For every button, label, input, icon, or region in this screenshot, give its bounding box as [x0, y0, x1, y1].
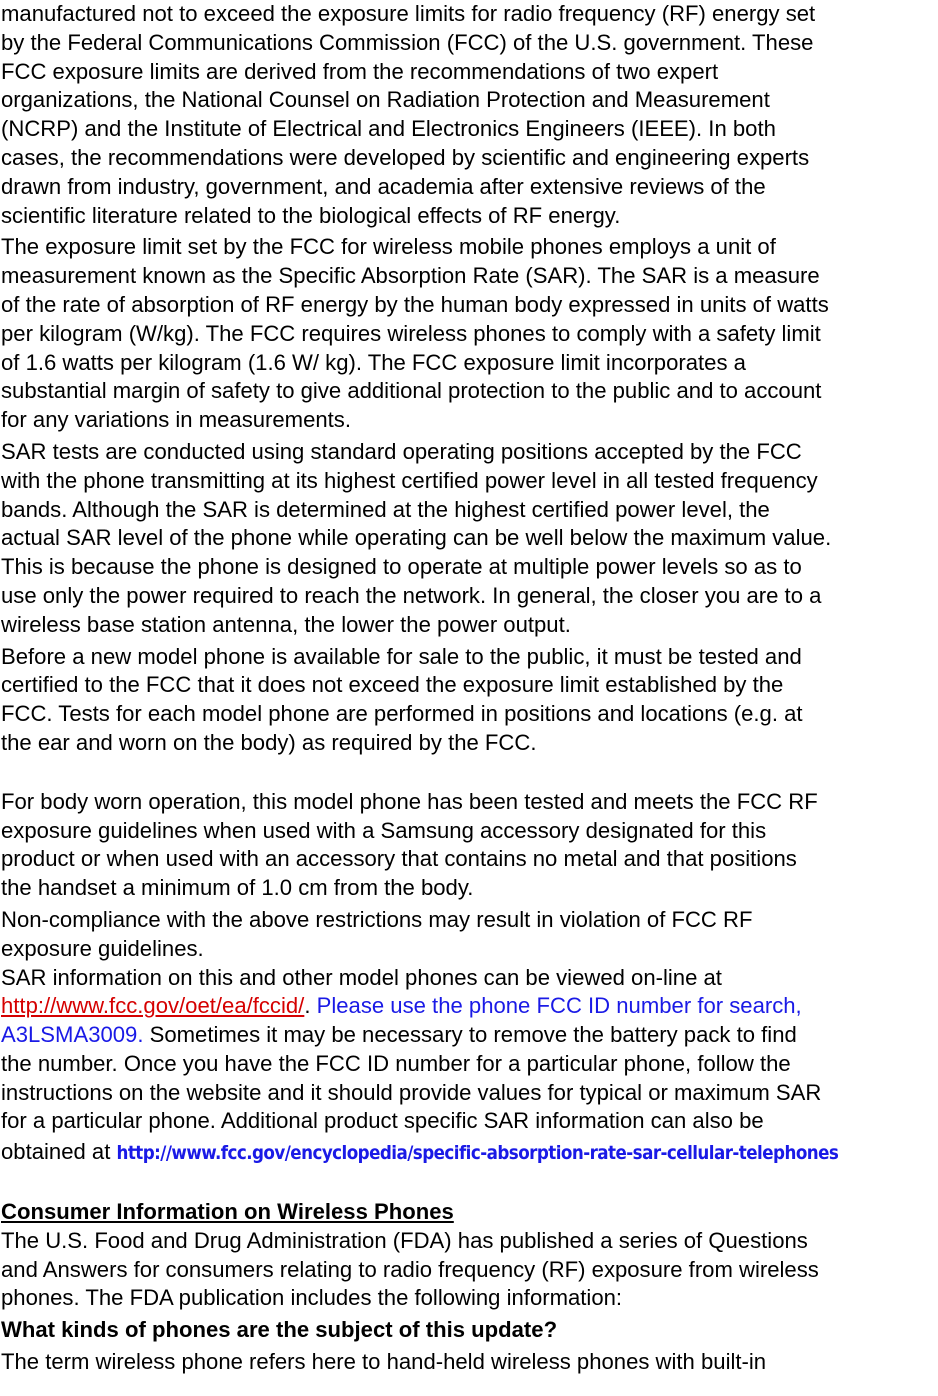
text-line [1, 1138, 938, 1169]
link-period: . [304, 993, 311, 1019]
text-line: by the Federal Communications Commission (FCC) of the U.S. government. These [1, 29, 814, 55]
text-line: for any variations in measurements. [1, 407, 351, 433]
text-line: wireless base station antenna, the lower the power output. [1, 611, 571, 637]
paragraph-sar-definition [1, 233, 938, 435]
text-span: Sometimes it may be necessary to remove the battery pack to find [143, 1022, 797, 1048]
text-line: for a particular phone. Additional product specific SAR information can also be [1, 1108, 764, 1134]
text-line: substantial margin of safety to give additional protection to the public and to account [1, 378, 822, 404]
text-line: measurement known as the Specific Absorption Rate (SAR). The SAR is a measure [1, 263, 820, 289]
text-line: Before a new model phone is available for sale to the public, it must be tested and [1, 643, 802, 669]
sar-info-link[interactable]: http://www.fcc.gov/encyclopedia/specific-absorption-rate-sar-cellular-telephones [116, 1143, 839, 1165]
text-line: For body worn operation, this model phone has been tested and meets the FCC RF [1, 788, 818, 814]
text-line: FCC exposure limits are derived from the recommendations of two expert [1, 58, 719, 84]
document-page [1, 0, 938, 1377]
text-line: exposure guidelines. [1, 935, 204, 961]
paragraph-certification [1, 643, 938, 758]
text-line: of 1.6 watts per kilogram (1.6 W/ kg). The FCC exposure limit incorporates a [1, 349, 746, 375]
text-line: organizations, the National Counsel on Radiation Protection and Measurement [1, 87, 770, 113]
fcc-id-search-link[interactable]: http://www.fcc.gov/oet/ea/fccid/ [1, 993, 305, 1019]
text-line: the handset a minimum of 1.0 cm from the body. [1, 875, 474, 901]
text-line: and Answers for consumers relating to radio frequency (RF) exposure from wireless [1, 1256, 819, 1282]
text-line: scientific literature related to the biological effects of RF energy. [1, 202, 621, 228]
text-line: actual SAR level of the phone while operating can be well below the maximum value. [1, 525, 832, 551]
text-line: FCC. Tests for each model phone are performed in positions and locations (e.g. at [1, 701, 803, 727]
text-line [1, 1021, 938, 1050]
text-line: the ear and worn on the body) as required by the FCC. [1, 729, 537, 755]
text-line: This is because the phone is designed to operate at multiple power levels so as to [1, 554, 802, 580]
text-line: of the rate of absorption of RF energy by the human body expressed in units of watts [1, 291, 829, 317]
paragraph-fda-publication [1, 1227, 938, 1313]
fcc-id-instruction: Please use the phone FCC ID number for search, [310, 993, 802, 1019]
text-line: exposure guidelines when used with a Samsung accessory designated for this [1, 817, 767, 843]
text-line: drawn from industry, government, and academia after extensive reviews of the [1, 173, 766, 199]
text-line: use only the power required to reach the network. In general, the closer you are to a [1, 582, 822, 608]
text-line: manufactured not to exceed the exposure limits for radio frequency (RF) energy set [1, 1, 816, 26]
text-line: SAR information on this and other model phones can be viewed on-line at [1, 964, 722, 990]
text-line: (NCRP) and the Institute of Electrical and Electronics Engineers (IEEE). In both [1, 116, 776, 142]
question-heading: What kinds of phones are the subject of this update? [1, 1317, 558, 1343]
fcc-id-value: A3LSMA3009. [1, 1022, 144, 1048]
text-line: certified to the FCC that it does not exceed the exposure limit established by the [1, 672, 784, 698]
text-span: obtained at [1, 1139, 117, 1165]
section-heading: Consumer Information on Wireless Phones [1, 1199, 454, 1225]
text-line: product or when used with an accessory that contains no metal and that positions [1, 846, 797, 872]
text-line: The U.S. Food and Drug Administration (FDA) has published a series of Questions [1, 1227, 808, 1253]
text-line: Non-compliance with the above restrictions may result in violation of FCC RF [1, 906, 753, 932]
paragraph-non-compliance [1, 906, 938, 964]
text-line: bands. Although the SAR is determined at the highest certified power level, the [1, 496, 770, 522]
paragraph-wireless-phone-definition [1, 1348, 938, 1377]
text-line: cases, the recommendations were developed by scientific and engineering experts [1, 144, 810, 170]
paragraph-body-worn [1, 788, 938, 903]
text-line: per kilogram (W/kg). The FCC requires wireless phones to comply with a safety limit [1, 320, 821, 346]
text-line [1, 992, 938, 1021]
paragraph-sar-tests [1, 438, 938, 640]
text-line: SAR tests are conducted using standard operating positions accepted by the FCC [1, 438, 802, 464]
paragraph-fcc-exposure-limits [1, 0, 938, 230]
text-line: The term wireless phone refers here to hand-held wireless phones with built-in [1, 1349, 767, 1375]
text-line: with the phone transmitting at its highest certified power level in all tested frequency [1, 467, 818, 493]
text-line: The exposure limit set by the FCC for wireless mobile phones employs a unit of [1, 234, 776, 260]
text-line: instructions on the website and it should provide values for typical or maximum SAR [1, 1079, 822, 1105]
text-line: phones. The FDA publication includes the following information: [1, 1285, 623, 1311]
text-line: the number. Once you have the FCC ID number for a particular phone, follow the [1, 1050, 791, 1076]
paragraph-sar-information [1, 964, 938, 1170]
